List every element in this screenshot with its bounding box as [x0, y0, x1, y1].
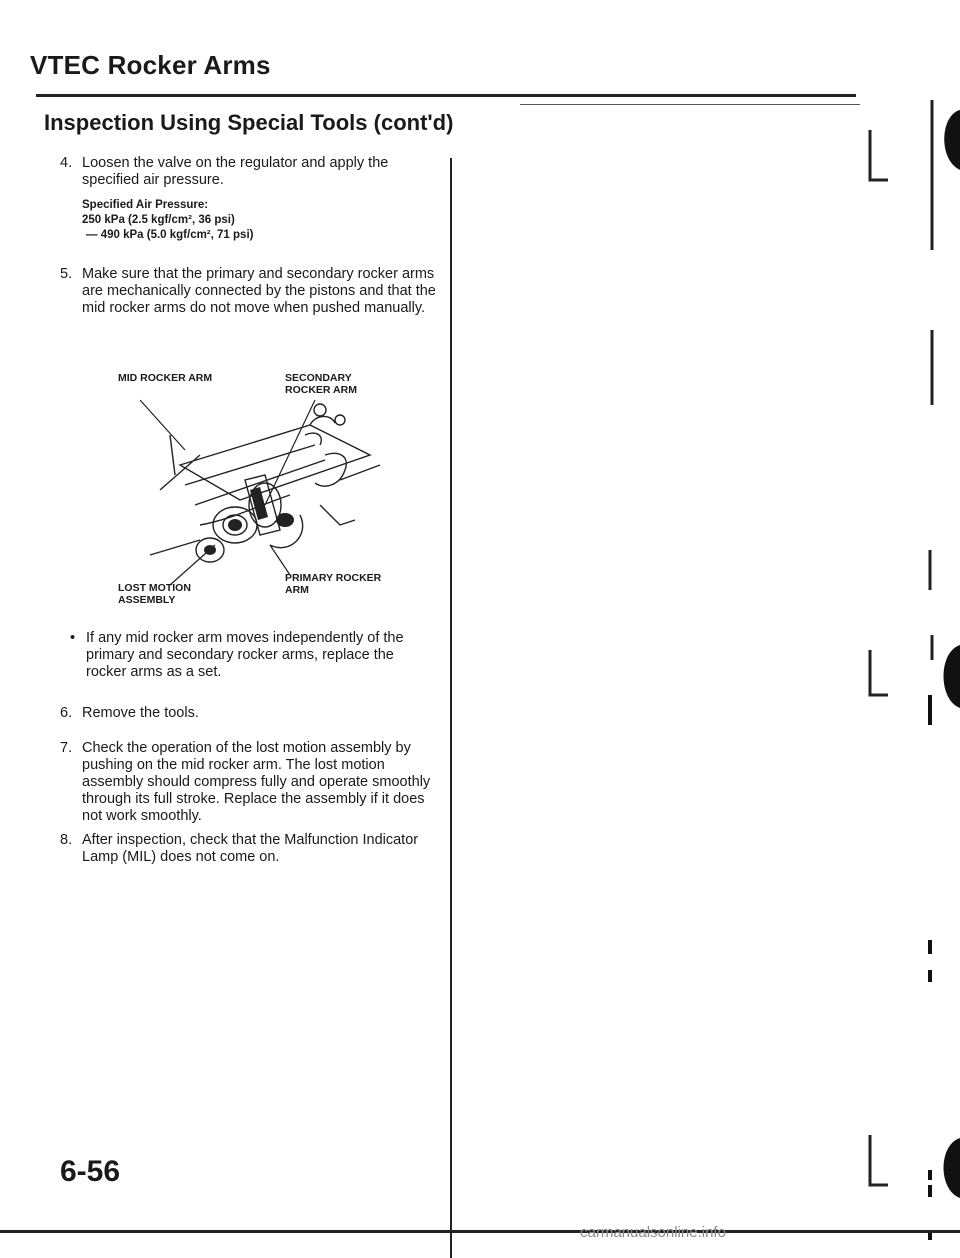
step-number: 5. — [60, 266, 73, 282]
step-text: Remove the tools. — [82, 705, 199, 721]
section-heading: Inspection Using Special Tools (cont'd) — [44, 110, 454, 135]
step-number: 4. — [60, 155, 73, 171]
binding-margin-marks — [860, 100, 960, 1240]
title-rule-secondary — [520, 104, 860, 105]
spec-heading: Specified Air Pressure: — [82, 199, 209, 211]
watermark: carmanualsonline.info — [580, 1224, 726, 1241]
page-title: VTEC Rocker Arms — [30, 50, 271, 80]
specified-air-pressure — [82, 198, 442, 243]
step-number: 7. — [60, 740, 73, 756]
step-text: Check the operation of the lost motion assembly by pushing on the mid rocker arm. The lost motion assembly should compress fully and operate smoothly through its full stroke. Replace the assembly if it does not work smoothly. — [82, 740, 431, 824]
spec-line-1: 250 kPa (2.5 kgf/cm², 36 psi) — [82, 214, 235, 226]
page-number: 6-56 — [60, 1155, 121, 1188]
bullet-text: If any mid rocker arm moves independently of the primary and secondary rocker arms, replace the rocker arms as a set. — [86, 630, 404, 680]
label-lost-motion-assembly: LOST MOTION ASSEMBLY — [118, 582, 191, 606]
bullet-symbol: • — [70, 630, 76, 646]
step-number: 6. — [60, 705, 73, 721]
column-divider — [450, 158, 452, 1258]
label-primary-rocker-arm: PRIMARY ROCKER ARM — [285, 572, 382, 596]
label-mid-rocker-arm: MID ROCKER ARM — [118, 372, 213, 384]
label-secondary-rocker-arm: SECONDARY ROCKER ARM — [285, 372, 357, 396]
step-text: Loosen the valve on the regulator and apply the specified air pressure. — [82, 155, 389, 188]
rocker-arm-illustration — [140, 395, 390, 595]
title-rule — [36, 94, 856, 97]
step-number: 8. — [60, 832, 73, 848]
step-text: Make sure that the primary and secondary rocker arms are mechanically connected by the pistons and that the mid rocker arms do not move when pushed manually. — [82, 266, 436, 316]
spec-line-2: — 490 kPa (5.0 kgf/cm², 71 psi) — [86, 229, 254, 241]
bottom-rule — [0, 1230, 960, 1233]
step-text: After inspection, check that the Malfunction Indicator Lamp (MIL) does not come on. — [82, 832, 419, 865]
